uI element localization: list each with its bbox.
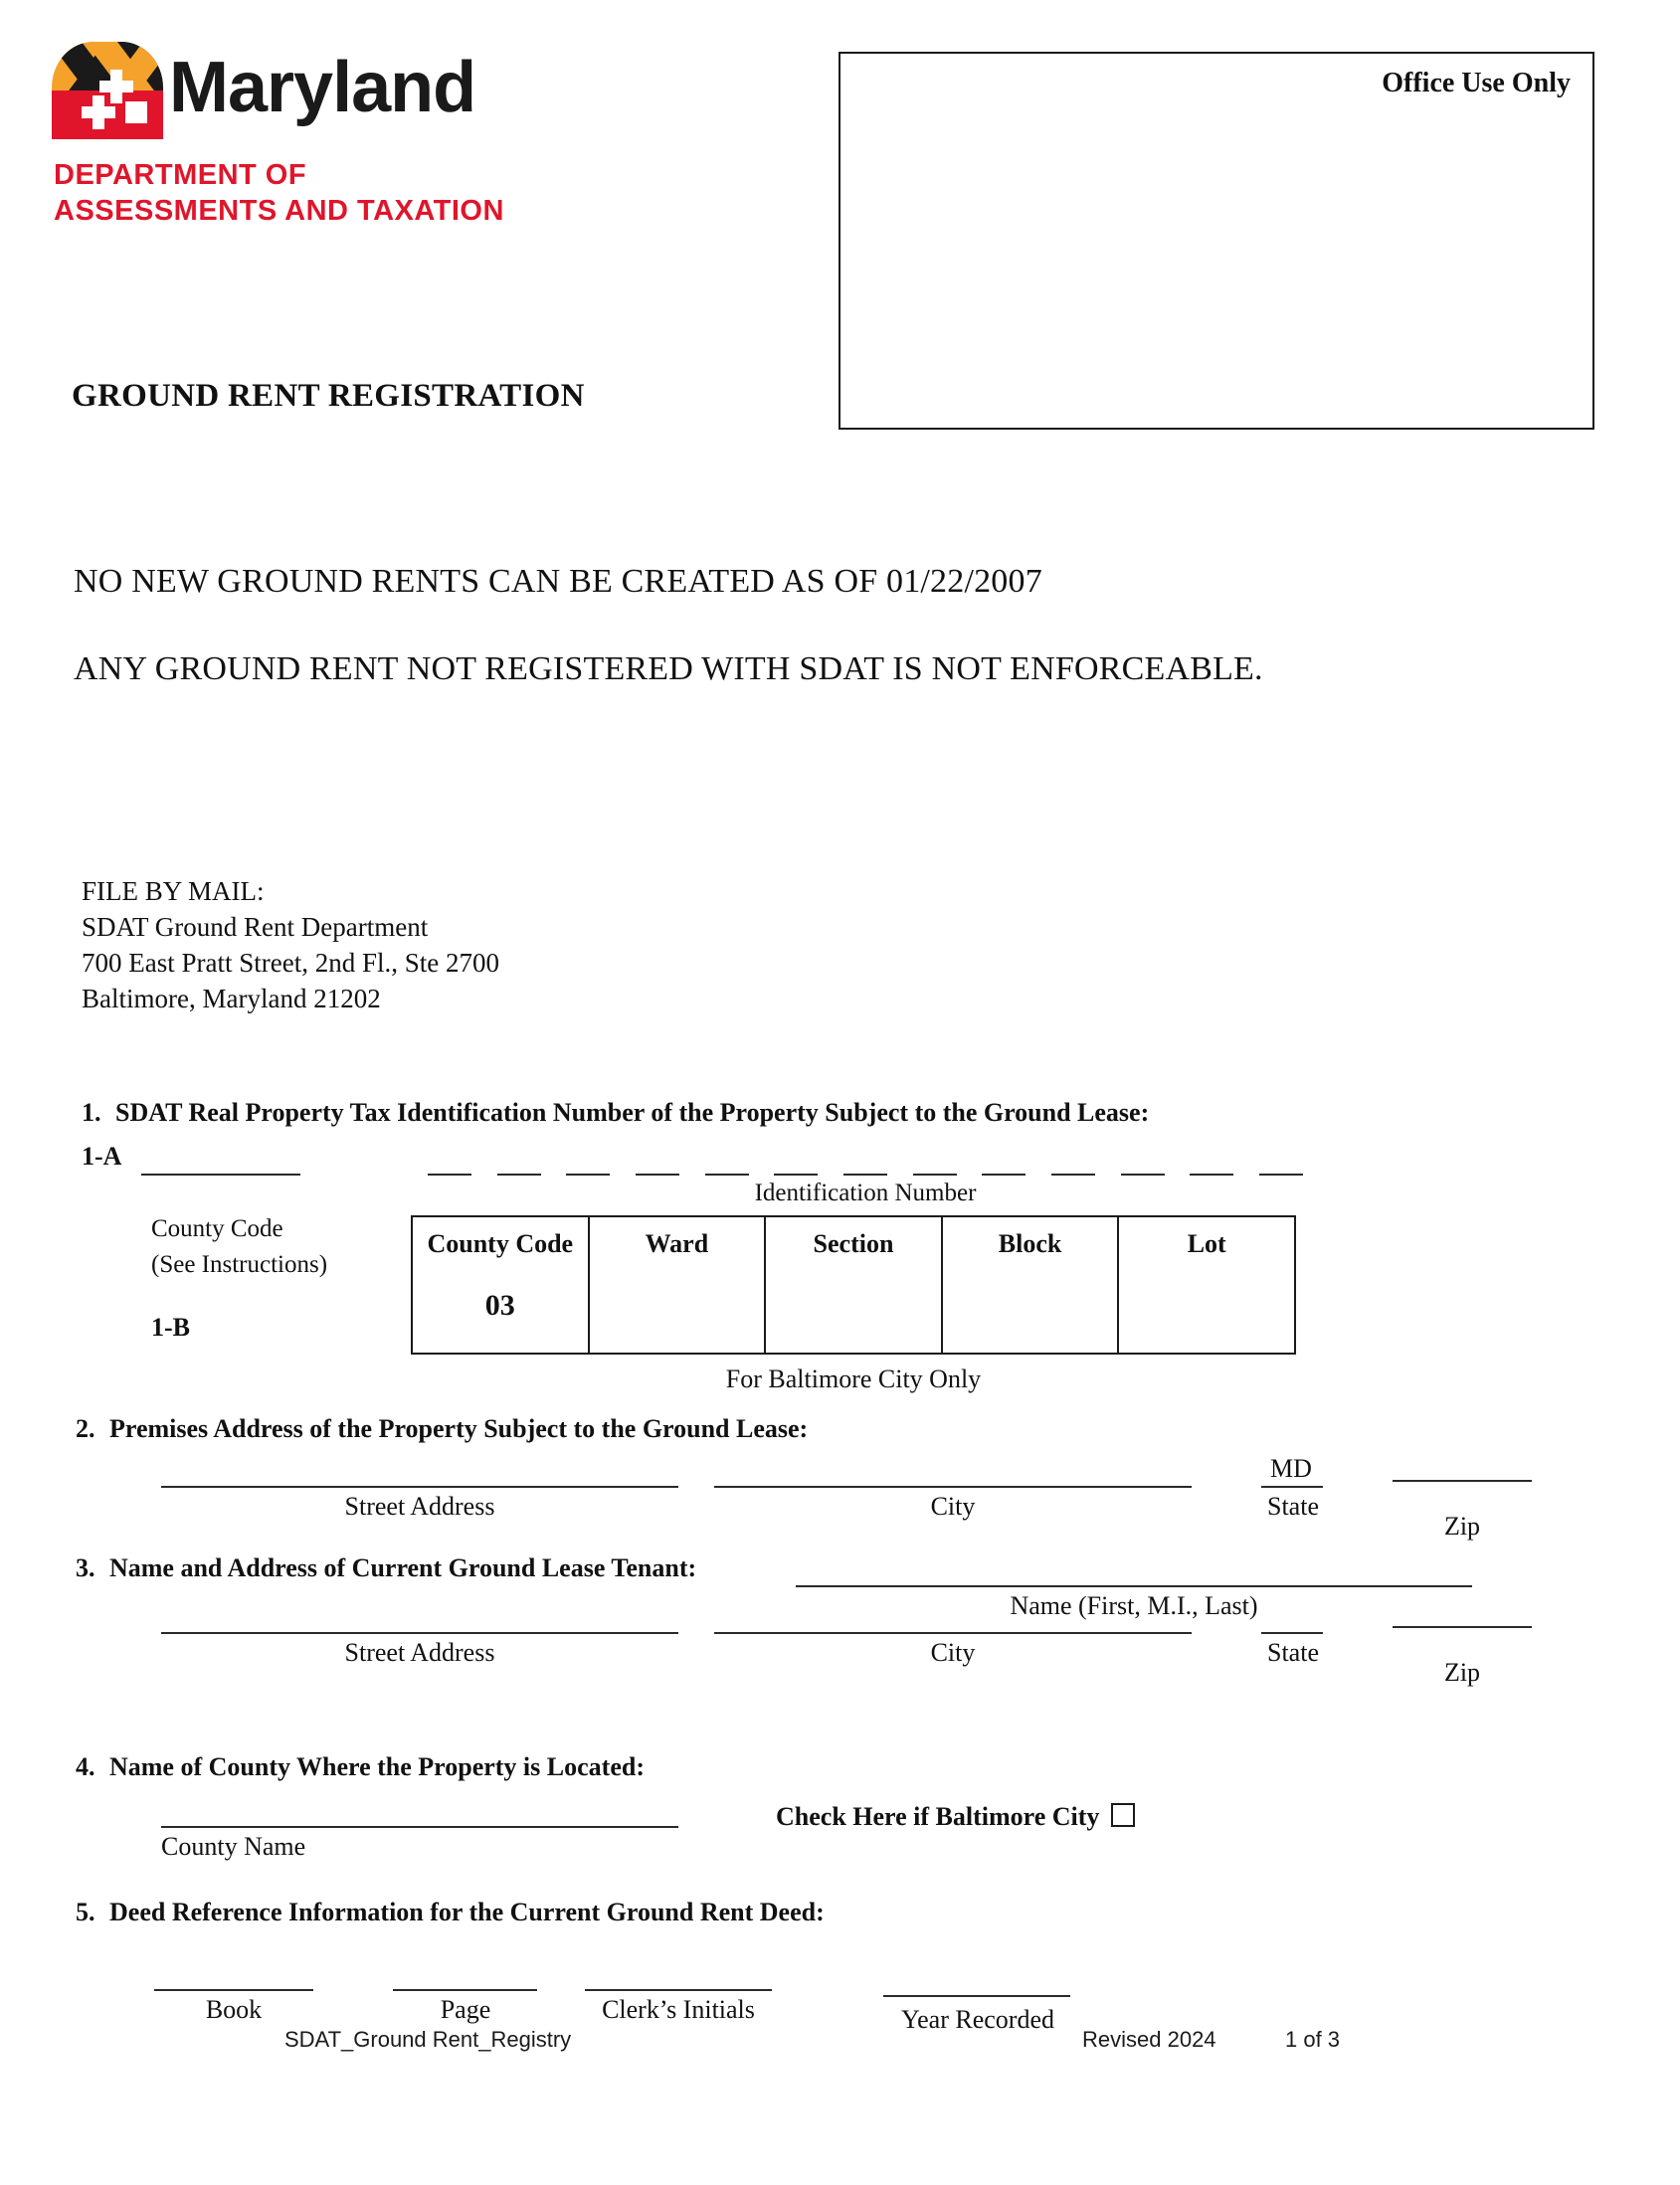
deed-page-caption: Page (440, 1995, 491, 2024)
agency-logo-block (52, 38, 668, 247)
agency-wordmark: Maryland (169, 48, 476, 127)
column-header-county-code: County Code (427, 1229, 574, 1258)
item-3-heading (76, 1553, 696, 1583)
file-by-mail-block (82, 873, 499, 1016)
office-use-label: Office Use Only (1382, 68, 1571, 98)
tenant-zip-input[interactable] (1393, 1626, 1532, 1628)
id-digit-slot[interactable] (843, 1174, 887, 1176)
id-digit-slot[interactable] (1051, 1174, 1095, 1176)
item-2-heading (76, 1414, 808, 1444)
premises-state-input[interactable] (1261, 1486, 1323, 1488)
premises-street-address-caption: Street Address (344, 1492, 495, 1521)
item-1-number: 1. (82, 1098, 101, 1127)
tenant-street-address-caption: Street Address (344, 1638, 495, 1667)
premises-state-value: MD (1270, 1454, 1312, 1483)
premises-zip-input[interactable] (1393, 1480, 1532, 1482)
identification-number-input[interactable] (428, 1174, 1303, 1176)
table-cell-section[interactable] (765, 1216, 942, 1354)
item-4-number: 4. (76, 1752, 95, 1781)
table-cell-block[interactable] (942, 1216, 1119, 1354)
tenant-state-caption: State (1267, 1638, 1319, 1667)
item-1a-label: 1-A (82, 1142, 122, 1171)
tenant-zip-caption: Zip (1443, 1658, 1481, 1687)
id-digit-slot[interactable] (497, 1174, 541, 1176)
item-4-label: Name of County Where the Property is Located: (109, 1752, 645, 1781)
year-recorded-caption: Year Recorded (900, 2005, 1055, 2034)
premises-city-caption: City (930, 1492, 976, 1521)
county-code-note-line-1: County Code (151, 1215, 283, 1242)
department-line-1: DEPARTMENT OF (54, 159, 307, 191)
table-row (412, 1216, 1295, 1354)
deed-page-input[interactable] (393, 1989, 537, 1991)
column-header-ward: Ward (645, 1229, 709, 1258)
table-caption-baltimore-city: For Baltimore City Only (725, 1365, 982, 1393)
item-2-number: 2. (76, 1414, 95, 1443)
logo-row (52, 38, 668, 145)
premises-street-address-input[interactable] (161, 1486, 678, 1488)
baltimore-city-checkbox-label: Check Here if Baltimore City (776, 1802, 1100, 1831)
year-recorded-input[interactable] (883, 1995, 1070, 1997)
tenant-name-caption: Name (First, M.I., Last) (1010, 1591, 1258, 1620)
item-3-number: 3. (76, 1553, 95, 1582)
baltimore-city-checkbox-row[interactable] (776, 1802, 1135, 1832)
item-2-label: Premises Address of the Property Subject to the Ground Lease: (109, 1414, 809, 1443)
county-code-input-line[interactable] (141, 1174, 300, 1176)
clerk-initials-caption: Clerk’s Initials (602, 1995, 755, 2024)
item-1b-label: 1-B (151, 1313, 190, 1342)
footer-document-name: SDAT_Ground Rent_Registry (284, 2027, 572, 2052)
footer-revision: Revised 2024 (1082, 2027, 1216, 2052)
file-by-mail-heading: FILE BY MAIL: (82, 876, 265, 906)
item-1-label: SDAT Real Property Tax Identification Number of the Property Subject to the Ground Lease: (115, 1098, 1150, 1127)
id-digit-slot[interactable] (1121, 1174, 1165, 1176)
deed-book-caption: Book (205, 1995, 263, 2024)
tenant-state-input[interactable] (1261, 1632, 1323, 1634)
tenant-street-address-input[interactable] (161, 1632, 678, 1634)
footer-page-number: 1 of 3 (1285, 2027, 1341, 2052)
identification-number-caption: Identification Number (754, 1180, 977, 1206)
deed-book-input[interactable] (154, 1989, 313, 1991)
office-use-box[interactable] (839, 52, 1594, 430)
item-4-heading (76, 1752, 645, 1782)
premises-zip-caption: Zip (1443, 1512, 1481, 1541)
county-code-instructions (151, 1211, 327, 1283)
county-name-input[interactable] (161, 1826, 678, 1828)
tenant-city-caption: City (930, 1638, 976, 1667)
item-3-label: Name and Address of Current Ground Lease Tenant: (109, 1553, 697, 1582)
item-1-heading (82, 1098, 1149, 1128)
id-digit-slot[interactable] (913, 1174, 957, 1176)
clerk-initials-input[interactable] (585, 1989, 772, 1991)
table-cell-county-code[interactable] (412, 1216, 589, 1354)
identification-number-table (411, 1215, 1296, 1355)
county-code-note-line-2: (See Instructions) (151, 1251, 328, 1278)
id-digit-slot[interactable] (774, 1174, 818, 1176)
notice-not-enforceable: ANY GROUND RENT NOT REGISTERED WITH SDAT IS NOT ENFORCEABLE. (74, 650, 1263, 687)
column-header-lot: Lot (1187, 1229, 1226, 1258)
department-name (54, 157, 668, 229)
file-by-mail-street: 700 East Pratt Street, 2nd Fl., Ste 2700 (82, 948, 499, 978)
premises-city-input[interactable] (714, 1486, 1192, 1488)
table-cell-lot[interactable] (1118, 1216, 1295, 1354)
id-digit-slot[interactable] (705, 1174, 749, 1176)
premises-state-caption: State (1267, 1492, 1319, 1521)
county-name-caption: County Name (161, 1832, 306, 1861)
id-digit-slot[interactable] (566, 1174, 610, 1176)
department-line-2: ASSESSMENTS AND TAXATION (54, 195, 504, 227)
file-by-mail-department: SDAT Ground Rent Department (82, 912, 429, 942)
id-digit-slot[interactable] (982, 1174, 1026, 1176)
item-5-number: 5. (76, 1898, 95, 1926)
item-5-heading (76, 1898, 825, 1927)
page-title: GROUND RENT REGISTRATION (72, 378, 585, 414)
column-header-section: Section (813, 1229, 894, 1258)
baltimore-city-checkbox[interactable] (1111, 1803, 1135, 1827)
table-cell-ward[interactable] (589, 1216, 766, 1354)
item-5-label: Deed Reference Information for the Current Ground Rent Deed: (109, 1898, 825, 1926)
notice-no-new-ground-rents: NO NEW GROUND RENTS CAN BE CREATED AS OF 01/22/2007 (74, 563, 1042, 600)
id-digit-slot[interactable] (636, 1174, 679, 1176)
tenant-city-input[interactable] (714, 1632, 1192, 1634)
cell-value-county-code: 03 (484, 1289, 515, 1322)
tenant-name-input[interactable] (796, 1585, 1472, 1587)
column-header-block: Block (998, 1229, 1062, 1258)
id-digit-slot[interactable] (1259, 1174, 1303, 1176)
file-by-mail-citystate: Baltimore, Maryland 21202 (82, 984, 381, 1013)
id-digit-slot[interactable] (428, 1174, 471, 1176)
maryland-flag-icon (52, 42, 163, 139)
id-digit-slot[interactable] (1190, 1174, 1233, 1176)
